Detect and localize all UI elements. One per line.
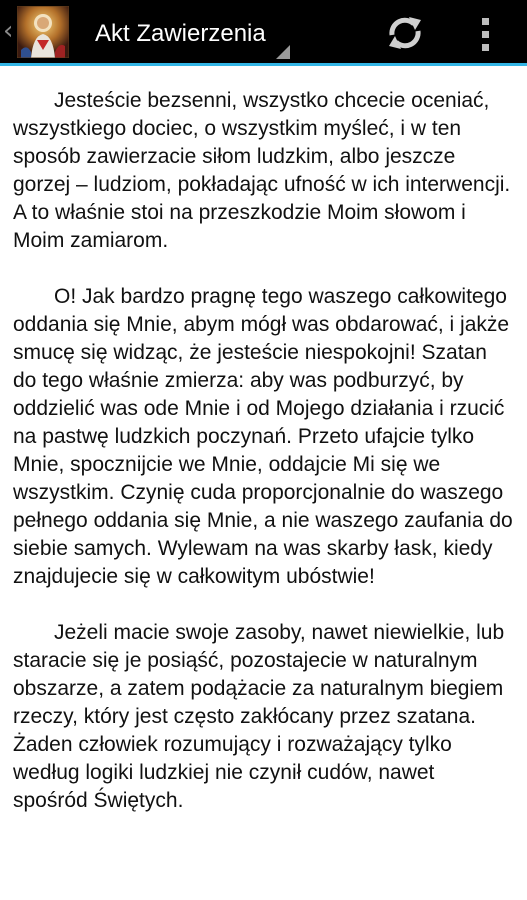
app-icon [17,6,69,58]
overflow-menu-button[interactable] [462,8,512,58]
refresh-icon [376,8,434,58]
home-up-button[interactable] [0,0,80,63]
page-title: Akt Zawierzenia [95,20,266,47]
prayer-text [13,87,513,843]
chevron-left-icon: ‹ [3,16,14,46]
refresh-button[interactable] [376,8,434,58]
title-spinner[interactable] [80,0,292,63]
religious-image-icon [17,6,69,58]
paragraph: Jeżeli macie swoje zasoby, nawet niewielkie, lub staracie się je posiąść, pozostajecie w naturalnym obszarze, a zatem podążacie za naturalnym biegiem rzeczy, który jest często zakłócany przez szatana. Żaden człowiek rozumujący i rozważający tylko według logiki ludzkiej nie czynił cudów, nawet spośród Świętych. [13,621,505,812]
action-bar [0,0,527,66]
spinner-corner-icon [276,45,290,59]
overflow-menu-icon [462,8,512,58]
paragraph: O! Jak bardzo pragnę tego waszego całkowitego oddania się Mnie, abym mógł was obdarować, i jakże smucę się widząc, że jesteście niespokojni! Szatan do tego właśnie zmierza: aby was podburzyć, by oddzielić was ode Mnie i od Mojego działania i rzucić na pastwę ludzkich poczynań. Przeto ufajcie tylko Mnie, spocznijcie we Mnie, oddajcie Mi się we wszystkim. Czynię cuda proporcjonalnie do waszego pełnego oddania się Mnie, a nie waszego zaufania do siebie samych. Wylewam na was skarby łask, kiedy znajdujecie się w całkowitym ubóstwie! [13,285,513,588]
paragraph: Jesteście bezsenni, wszystko chcecie oceniać, wszystkiego dociec, o wszystkim myśleć, i w ten sposób zawierzacie siłom ludzkim, albo jeszcze gorzej – ludziom, pokładając ufność w ich interwencji. A to właśnie stoi na przeszkodzie Moim słowom i Moim zamiarom. [13,89,511,252]
